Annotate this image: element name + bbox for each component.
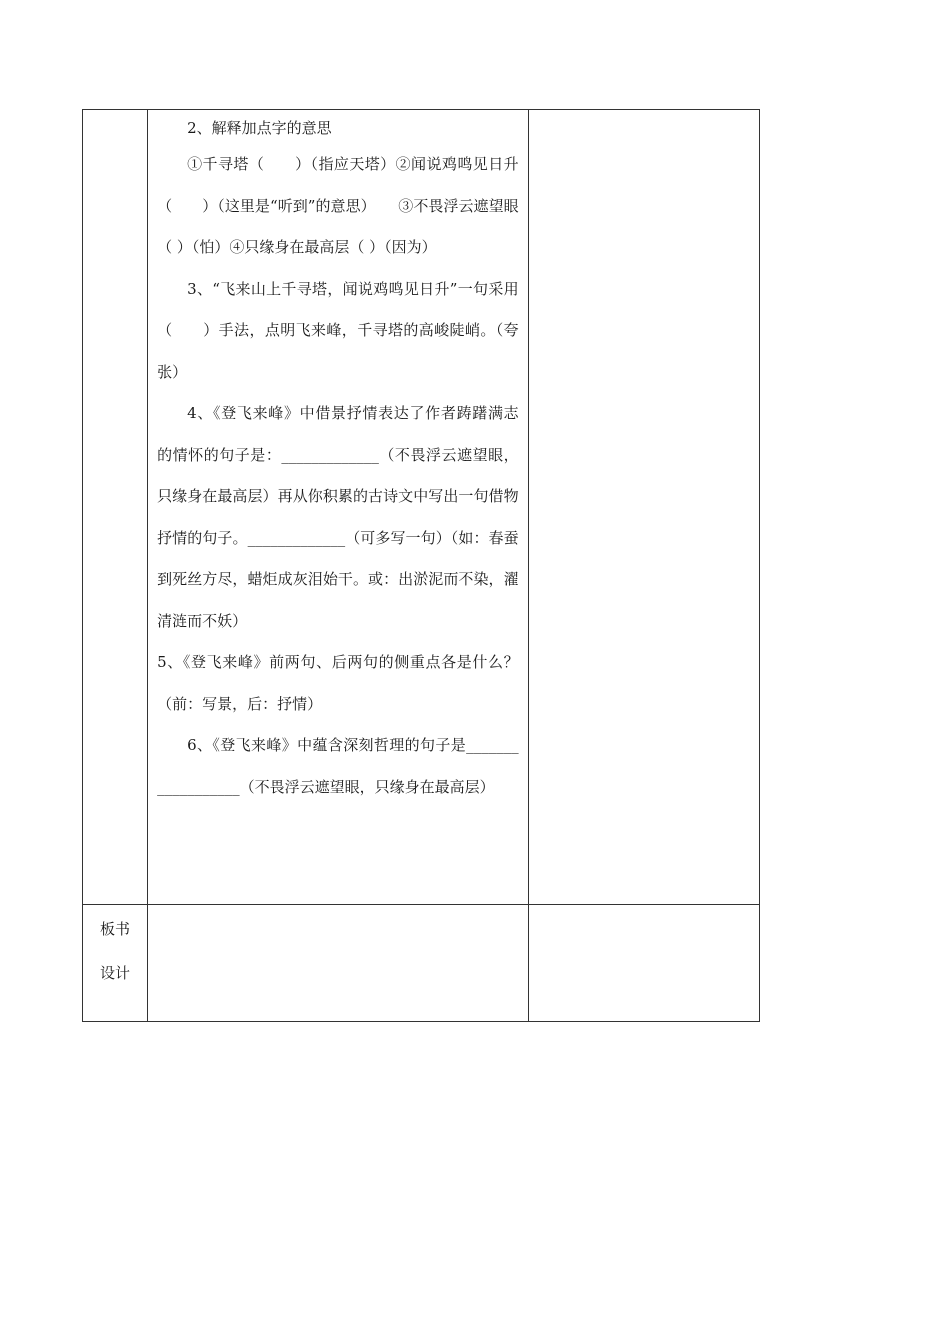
lesson-plan-table [82,109,760,1022]
notes-cell-empty [528,110,759,905]
row-label-cell-empty [83,110,148,905]
board-label-line1: 板书 [100,920,131,938]
board-design-row [83,905,760,1022]
question-2-title: 2、解释加点字的意思 [187,119,332,137]
board-design-content-empty [148,905,529,1022]
question-4: 4、《登飞来峰》中借景抒情表达了作者踌躇满志的情怀的句子是：_____________（不畏浮云遮望眼，只缘身在最高层）再从你积累的古诗文中写出一句借物抒情的句子。_____________（可多写一句）（如：春蚕到死丝方尽，蜡炬成灰泪始干。或：出淤泥而不染，濯清涟而不妖） [157,404,519,630]
question-5: 5、《登飞来峰》前两句、后两句的侧重点各是什么？（前：写景，后：抒情） [157,653,519,713]
board-design-notes-empty [528,905,759,1022]
exercise-content-cell [148,110,529,905]
board-design-label [83,905,148,1022]
exercise-row [83,110,760,905]
question-2-items: ①千寻塔（ ）（指应天塔）②闻说鸡鸣见日升（ ）（这里是“听到”的意思） ③不畏浮云遮望眼（ ）（怕）④只缘身在最高层（ ）（因为） [157,155,519,256]
board-label-line2: 设计 [100,964,131,982]
question-3: 3、“飞来山上千寻塔，闻说鸡鸣见日升”一句采用（ ）手法，点明飞来峰，千寻塔的高峻陡峭。（夸张） [157,279,519,381]
question-6: 6、《登飞来峰》中蕴含深刻哲理的句子是__________________（不畏浮云遮望眼，只缘身在最高层） [157,736,519,796]
